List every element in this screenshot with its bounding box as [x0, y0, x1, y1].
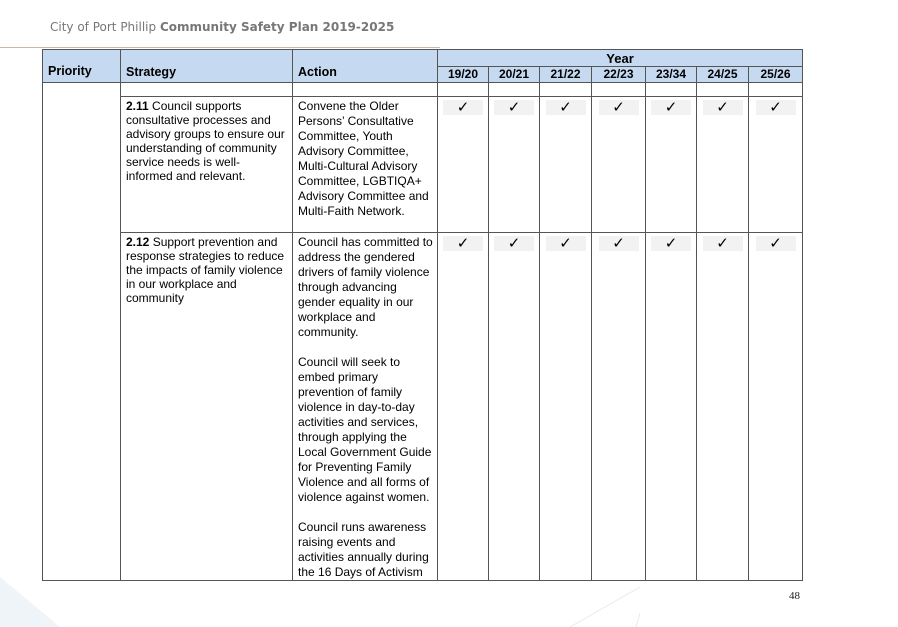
- check-icon: ✓: [703, 100, 743, 115]
- header-rule: [0, 47, 440, 48]
- strategy-text: Support prevention and response strategies to reduce the impacts of family violence in our workplace and community: [126, 235, 285, 305]
- year-header: 19/20: [438, 67, 489, 83]
- check-icon: ✓: [443, 100, 483, 115]
- action-text: Council runs awareness raising events and activities annually during the 16 Days of Activism: [298, 520, 429, 579]
- check-icon: ✓: [546, 236, 586, 251]
- column-header-year: Year: [438, 50, 803, 67]
- check-icon: ✓: [546, 100, 586, 115]
- check-icon: ✓: [494, 100, 534, 115]
- page-number: 48: [789, 590, 800, 602]
- year-header: 20/21: [489, 67, 540, 83]
- year-header: 22/23: [592, 67, 646, 83]
- check-icon: ✓: [651, 236, 691, 251]
- safety-plan-table: [42, 49, 803, 581]
- check-icon: ✓: [443, 236, 483, 251]
- document-header: [50, 20, 394, 34]
- table-row: [43, 233, 803, 581]
- column-header-strategy: Strategy: [121, 50, 293, 83]
- year-header: 23/34: [646, 67, 697, 83]
- strategy-text: Council supports consultative processes and advisory groups to ensure our understanding of community service needs is well- informed and relevant.: [126, 99, 285, 183]
- check-icon: ✓: [599, 100, 639, 115]
- check-icon: ✓: [756, 236, 796, 251]
- column-header-priority: Priority: [43, 50, 121, 83]
- table-row: [43, 97, 803, 233]
- action-text: Convene the Older Persons’ Consultative Committee, Youth Advisory Committee, Multi-Cultural Advisory Committee, LGBTIQA+ Advisory Committee and Multi-Faith Network.: [298, 99, 429, 218]
- priority-cell: [43, 83, 121, 581]
- action-text: Council has committed to address the gendered drivers of family violence through advancing gender equality in our workplace and community.: [298, 235, 433, 339]
- action-text: Council will seek to embed primary prevention of family violence in day-to-day activities and services, through applying the Local Government Guide for Preventing Family Violence and all forms of violence against women.: [298, 355, 432, 504]
- check-icon: ✓: [494, 236, 534, 251]
- year-header: 24/25: [697, 67, 749, 83]
- strategy-cell: [121, 97, 293, 233]
- year-header: 21/22: [540, 67, 592, 83]
- strategy-number: 2.11: [126, 99, 149, 113]
- strategy-cell: [121, 233, 293, 581]
- check-icon: ✓: [599, 236, 639, 251]
- action-cell: [293, 233, 438, 581]
- check-icon: ✓: [651, 100, 691, 115]
- header-title: Community Safety Plan 2019-2025: [159, 20, 395, 34]
- action-cell: [293, 97, 438, 233]
- header-org: City of Port Phillip: [50, 20, 157, 34]
- column-header-action: Action: [293, 50, 438, 83]
- strategy-number: 2.12: [126, 235, 150, 249]
- check-icon: ✓: [703, 236, 743, 251]
- year-header: 25/26: [749, 67, 803, 83]
- check-icon: ✓: [756, 100, 796, 115]
